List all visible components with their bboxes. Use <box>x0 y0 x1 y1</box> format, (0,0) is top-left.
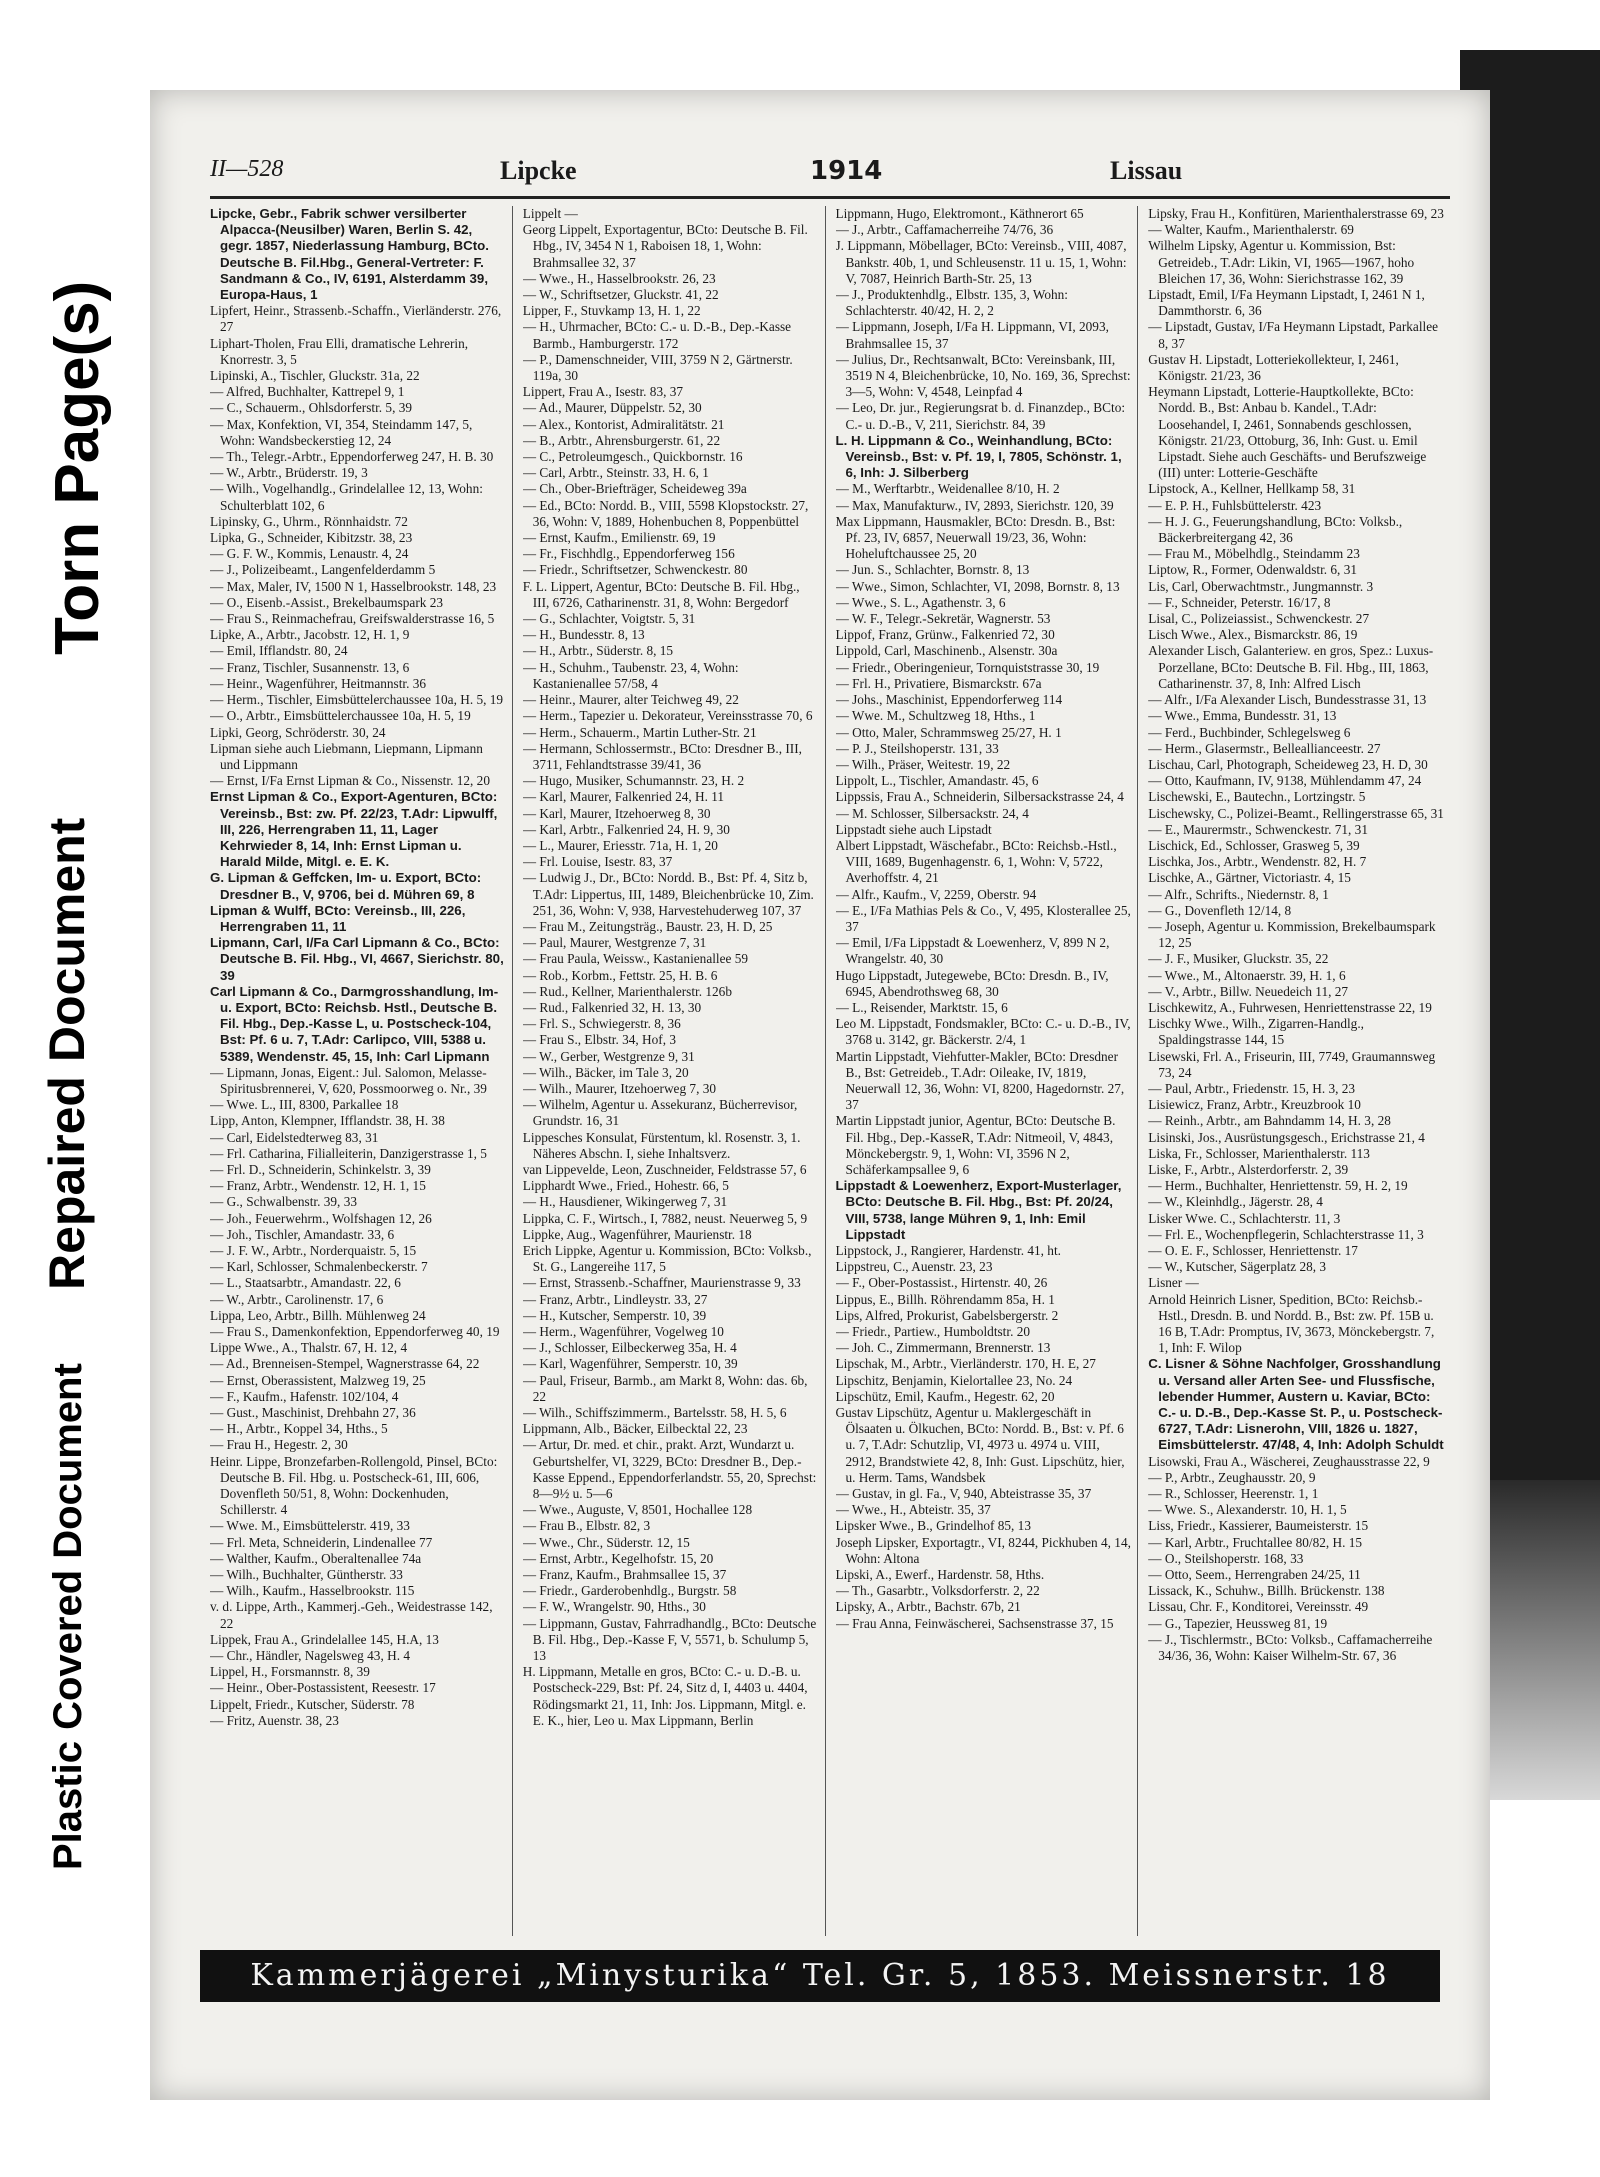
directory-entry: Gustav Lipschütz, Agentur u. Maklergeschäft in Ölsaaten u. Ölkuchen, BCto: Nordd. B., Bst: v. Pf. 6 u. 7, T.Adr: Schutzlip, VI, 4973 u. 4974 u. VIII, 2912, Brandstwiete 42, 8, Inh: Gust. Lipschütz, hier, u. Herm. Tams, Wandsbek <box>835 1405 1125 1485</box>
directory-entry: — Ed., BCto: Nordd. B., VIII, 5598 Klopstockstr. 27, 36, Wohn: V, 1889, Hohenbuchen 8, Poppenbüttel <box>522 497 809 529</box>
directory-entry: — Carl, Eidelstedterweg 83, 31 <box>210 1129 379 1145</box>
directory-entry: — Alfred, Buchhalter, Kattrepel 9, 1 <box>210 384 405 400</box>
directory-entry: — H., Bundesstr. 8, 13 <box>522 627 645 643</box>
directory-entry: — Wwe. L., III, 8300, Parkallee 18 <box>210 1097 399 1113</box>
directory-entry: Liptow, R., Former, Odenwaldstr. 6, 31 <box>1148 562 1358 578</box>
directory-entry: — Paul, Friseur, Barmb., am Markt 8, Wohn: das. 6b, 22 <box>522 1372 808 1404</box>
directory-entry: — Joseph, Agentur u. Kommission, Brekelbaumspark 12, 25 <box>1148 918 1436 951</box>
directory-entry: — Reinh., Arbtr., am Bahndamm 14, H. 3, 28 <box>1148 1113 1391 1129</box>
directory-entry: Lissau, Chr. F., Konditorei, Vereinsstr. 49 <box>1148 1599 1369 1615</box>
directory-entry: — F., Ober-Postassist., Hirtenstr. 40, 26 <box>835 1275 1048 1291</box>
directory-entry: Wilhelm Lipsky, Agentur u. Kommission, Bst: Getreideb., T.Adr: Likin, VI, 1965—1967, hoho Bleichen 17, 36, Wohn: Sierichstrasse 162, 39 <box>1148 238 1415 286</box>
directory-entry: Carl Lipmann & Co., Darmgrosshandlung, Im- u. Export, BCto: Reichsb. Hstl., Deutsche B. Fil. Hbg., Dep.-Kasse L, u. Postscheck-104, Bst: Pf. 6 u. 7, T.Adr: Carlipco, VIII, 5388 u. 5389, Wendenstr. 45, 15, Inh: Carl Lipmann <box>210 983 499 1064</box>
directory-entry: — Friedr., Oberingenieur, Tornquiststrasse 30, 19 <box>835 659 1100 675</box>
directory-entry: Lipsker Wwe., B., Grindelhof 85, 13 <box>835 1518 1031 1534</box>
directory-entry: — Franz, Tischler, Susannenstr. 13, 6 <box>210 659 410 675</box>
header-right-word: Lissau <box>1110 156 1183 185</box>
directory-entry: — Wilh., Bäcker, im Tale 3, 20 <box>522 1064 689 1080</box>
side-label-repaired: Repaired Document <box>39 817 95 1290</box>
directory-entry: — R., Schlosser, Heerenstr. 1, 1 <box>1148 1486 1319 1502</box>
directory-entry: — Karl, Schlosser, Schmalenbeckerstr. 7 <box>210 1259 428 1275</box>
directory-entry: — Wilh., Kaufm., Hasselbrookstr. 115 <box>210 1583 415 1599</box>
directory-entry: — O., Eisenb.-Assist., Brekelbaumspark 23 <box>210 594 444 610</box>
directory-entry: — Frau Anna, Feinwäscherei, Sachsenstrasse 37, 15 <box>835 1615 1114 1631</box>
directory-entry: — Heinr., Maurer, alter Teichweg 49, 22 <box>522 692 739 708</box>
directory-entry: J. Lippmann, Möbellager, BCto: Vereinsb., VIII, 4087, Bankstr. 40b, 1, und Schleusenstr. 11 u. 15, 1, Wohn: V, 7087, Heinrich Barth-Str. 25, 13 <box>835 238 1127 286</box>
directory-entry: Lippus, E., Billh. Röhrendamm 85a, H. 1 <box>835 1291 1055 1307</box>
directory-entry: — W., Kutscher, Sägerplatz 28, 3 <box>1148 1259 1327 1275</box>
directory-entry: Lippesches Konsulat, Fürstentum, kl. Rosenstr. 3, 1. Näheres Abschn. I, siehe Inhaltsverz. <box>522 1129 801 1161</box>
directory-entry: — Franz, Arbtr., Lindleystr. 33, 27 <box>522 1291 708 1307</box>
directory-entry: — M., Werftarbtr., Weidenallee 8/10, H. 2 <box>835 481 1060 497</box>
directory-entry: Lisowski, Frau A., Wäscherei, Zeughausstrasse 22, 9 <box>1148 1453 1430 1469</box>
directory-entry: — L., Maurer, Eriesstr. 71a, H. 1, 20 <box>522 837 718 853</box>
directory-entry: — J. F., Musiker, Gluckstr. 35, 22 <box>1148 951 1329 967</box>
directory-entry: — W. F., Telegr.-Sekretär, Wagnerstr. 53 <box>835 611 1051 627</box>
directory-entry: Liphart-Tholen, Frau Elli, dramatische Lehrerin, Knorrestr. 3, 5 <box>210 335 469 367</box>
directory-entry: — H., Schuhm., Taubenstr. 23, 4, Wohn: Kastanienallee 57/58, 4 <box>522 659 739 691</box>
directory-entry: — Wilh., Maurer, Itzehoerweg 7, 30 <box>522 1080 717 1096</box>
directory-entry: — Rud., Falkenried 32, H. 13, 30 <box>522 999 702 1015</box>
directory-entry: Lipfert, Heinr., Strassenb.-Schaffn., Vierländerstr. 276, 27 <box>210 303 502 335</box>
directory-entry: — J., Arbtr., Caffamacherreihe 74/76, 36 <box>835 222 1054 238</box>
directory-entry: — Friedr., Garderobenhdlg., Burgstr. 58 <box>522 1583 737 1599</box>
directory-entry: Lipka, G., Schneider, Kibitzstr. 38, 23 <box>210 530 413 546</box>
directory-entry: — Chr., Händler, Nagelsweg 43, H. 4 <box>210 1648 410 1664</box>
directory-entry: — H., Arbtr., Koppel 34, Hths., 5 <box>210 1421 388 1437</box>
directory-entry: — Leo, Dr. jur., Regierungsrat b. d. Finanzdep., BCto: C.- u. D.-B., V, 211, Sierichstr. 84, 39 <box>835 400 1126 432</box>
directory-entry: — O. E. F., Schlosser, Henriettenstr. 17 <box>1148 1243 1358 1258</box>
directory-entry: — O., Steilshoperstr. 168, 33 <box>1148 1550 1304 1566</box>
directory-entry: Lippof, Franz, Grünw., Falkenried 72, 30 <box>835 627 1055 643</box>
directory-entry: — Otto, Maler, Schrammsweg 25/27, H. 1 <box>835 724 1062 740</box>
directory-entry: Lipphardt Wwe., Fried., Hohestr. 66, 5 <box>522 1178 729 1194</box>
directory-entry: Georg Lippelt, Exportagentur, BCto: Deutsche B. Fil. Hbg., IV, 3454 N 1, Raboisen 18, 1, Wohn: Brahmsallee 32, 37 <box>522 222 808 270</box>
directory-entry: — Max, Maler, IV, 1500 N 1, Hasselbrookstr. 148, 23 <box>210 578 497 594</box>
directory-entry: Lippa, Leo, Arbtr., Billh. Mühlenweg 24 <box>210 1307 426 1323</box>
directory-entry: — L., Reisender, Marktstr. 15, 6 <box>835 999 1008 1015</box>
directory-entry: Liss, Friedr., Kassierer, Baumeisterstr. 15 <box>1148 1518 1369 1534</box>
directory-entry: Lippe Wwe., A., Thalstr. 67, H. 12, 4 <box>210 1340 408 1356</box>
directory-entry: — Herm., Schauerm., Martin Luther-Str. 21 <box>522 724 757 740</box>
directory-entry: — W., Gerber, Westgrenze 9, 31 <box>522 1048 695 1064</box>
directory-entry: Lipschütz, Emil, Kaufm., Hegestr. 62, 20 <box>835 1388 1055 1404</box>
directory-entry: Lisinski, Jos., Ausrüstungsgesch., Erichstrasse 21, 4 <box>1148 1129 1425 1145</box>
directory-entry: — Julius, Dr., Rechtsanwalt, BCto: Vereinsbank, III, 3519 N 4, Bleichenbrücke, 10, No. 169, 36, Sprechst: 3—5, Wohn: V, 4548, Leinpfad 4 <box>835 351 1131 400</box>
directory-entry: Lissack, K., Schuhw., Billh. Brückenstr. 138 <box>1148 1583 1385 1599</box>
directory-entry: — Karl, Arbtr., Falkenried 24, H. 9, 30 <box>522 821 730 837</box>
directory-entry: — Wilh., Vogelhandlg., Grindelallee 12, 13, Wohn: Schulterblatt 102, 6 <box>210 481 483 513</box>
directory-entry: — C., Petroleumgesch., Quickbornstr. 16 <box>522 449 743 465</box>
directory-entry: — Ernst, Oberassistent, Malzweg 19, 25 <box>210 1372 426 1388</box>
directory-entry: Ernst Lipman & Co., Export-Agenturen, BCto: Vereinsb., Bst: zw. Pf. 22/23, T.Adr: Lipwulff, III, 226, Herrengraben 11, 11, Lager Kehrwieder 8, 14, Inh: Ernst Lipman u. Harald Milde, Mitgl. e. E. K. <box>210 789 498 870</box>
directory-entry: — Frau Paula, Weissw., Kastanienallee 59 <box>522 951 749 967</box>
directory-entry: Lipper, F., Stuvkamp 13, H. 1, 22 <box>522 303 701 319</box>
directory-entry: Liska, Fr., Schlosser, Marienthalerstr. 113 <box>1148 1145 1370 1161</box>
directory-entry: Lischewski, E., Bautechn., Lortzingstr. 5 <box>1148 789 1366 805</box>
directory-entry: Lippelt, Friedr., Kutscher, Süderstr. 78 <box>210 1696 415 1712</box>
directory-entry: Lipman & Wulff, BCto: Vereinsb., III, 226, Herrengraben 11, 11 <box>210 902 466 934</box>
directory-entry: — Johs., Maschinist, Eppendorferweg 114 <box>835 692 1063 708</box>
directory-entry: — Otto, Kaufmann, IV, 9138, Mühlendamm 47, 24 <box>1148 773 1422 789</box>
directory-entry: Albert Lippstadt, Wäschefabr., BCto: Reichsb.-Hstl., VIII, 1689, Bugenhagenstr. 6, 1, Wohn: V, 5722, Averhoffstr. 4, 21 <box>835 837 1117 886</box>
scanner-background-lower <box>1480 1480 1600 1800</box>
directory-entry: Lippel, H., Forsmannstr. 8, 39 <box>210 1664 370 1680</box>
directory-entry: — Wwe., H., Hasselbrookstr. 26, 23 <box>522 270 716 286</box>
directory-entry: Erich Lippke, Agentur u. Kommission, BCto: Volksb., St. G., Langereihe 117, 5 <box>522 1243 812 1275</box>
directory-entry: — B., Arbtr., Ahrensburgerstr. 61, 22 <box>522 432 721 448</box>
directory-entry: Lis, Carl, Oberwachtmstr., Jungmannstr. 3 <box>1148 578 1374 594</box>
directory-entry: Lisiewicz, Franz, Arbtr., Kreuzbrook 10 <box>1148 1097 1361 1113</box>
directory-entry: Lippert, Frau A., Isestr. 83, 37 <box>522 384 684 400</box>
directory-entry: — E., I/Fa Mathias Pels & Co., V, 495, Klosterallee 25, 37 <box>835 902 1131 934</box>
directory-entry: — Ad., Maurer, Düppelstr. 52, 30 <box>522 400 702 416</box>
directory-entry: Lipsky, Frau H., Konfitüren, Marienthalerstrasse 69, 23 <box>1148 206 1444 221</box>
column-1 <box>210 206 513 1936</box>
directory-entry: — H., Uhrmacher, BCto: C.- u. D.-B., Dep.-Kasse Barmb., Hamburgerstr. 172 <box>522 319 792 351</box>
directory-entry: — Fritz, Auenstr. 38, 23 <box>210 1712 339 1728</box>
directory-entry: — H. J. G., Feuerungshandlung, BCto: Volksb., Bäckerbreitergang 42, 36 <box>1148 513 1403 546</box>
directory-entry: — Alex., Kontorist, Admiralitätstr. 21 <box>522 416 725 432</box>
directory-entry: — Lippmann, Joseph, I/Fa H. Lippmann, VI, 2093, Brahmsallee 15, 37 <box>835 319 1109 351</box>
column-3 <box>836 206 1139 1936</box>
directory-entry: — Ch., Ober-Briefträger, Scheideweg 39a <box>522 481 747 497</box>
directory-entry: — Jun. S., Schlachter, Bornstr. 8, 13 <box>835 562 1030 578</box>
directory-entry: — Karl, Wagenführer, Semperstr. 10, 39 <box>522 1356 738 1372</box>
directory-entry: — Joh., Tischler, Amandastr. 33, 6 <box>210 1226 395 1242</box>
directory-entry: — Lippmann, Gustav, Fahrradhandlg., BCto: Deutsche B. Fil. Hbg., Dep.-Kasse F, V, 5571, b. Schulump 5, 13 <box>522 1615 817 1664</box>
directory-entry: Joseph Lipsker, Exportagtr., VI, 8244, Pickhuben 4, 14, Wohn: Altona <box>835 1534 1131 1566</box>
directory-entry: — Rud., Kellner, Marienthalerstr. 126b <box>522 983 732 999</box>
directory-entry: — Emil, I/Fa Lippstadt & Loewenherz, V, 899 N 2, Wrangelstr. 40, 30 <box>835 935 1110 967</box>
directory-entry: — E., Maurermstr., Schwenckestr. 71, 31 <box>1148 821 1368 837</box>
directory-entry: Lischewsky, C., Polizei-Beamt., Rellingerstrasse 65, 31 <box>1148 805 1444 821</box>
directory-entry: — Fr., Fischhdlg., Eppendorferweg 156 <box>522 546 735 562</box>
directory-entry: — Frl. Meta, Schneiderin, Lindenallee 77 <box>210 1534 433 1550</box>
directory-entry: — Rob., Korbm., Fettstr. 25, H. B. 6 <box>522 967 718 983</box>
directory-entry: — Herm., Buchhalter, Henriettenstr. 59, H. 2, 19 <box>1148 1178 1408 1194</box>
directory-entry: — E. P. H., Fuhlsbüttelerstr. 423 <box>1148 497 1322 513</box>
directory-entry: — Carl, Arbtr., Steinstr. 33, H. 6, 1 <box>522 465 709 481</box>
directory-entry: Liske, F., Arbtr., Alsterdorferstr. 2, 39 <box>1148 1161 1349 1177</box>
directory-entry: — W., Arbtr., Brüderstr. 19, 3 <box>210 465 368 481</box>
directory-entry: — Herm., Wagenführer, Vogelweg 10 <box>522 1324 724 1340</box>
page-number: II—528 <box>210 156 284 182</box>
directory-entry: — L., Staatsarbtr., Amandastr. 22, 6 <box>210 1275 401 1291</box>
directory-entry: Lippolt, L., Tischler, Amandastr. 45, 6 <box>835 773 1039 789</box>
directory-entry: — Frl. H., Privatiere, Bismarckstr. 67a <box>835 675 1042 691</box>
side-label-torn: Torn Page(s) <box>43 280 112 655</box>
directory-entry: Martin Lippstadt, Viehfutter-Makler, BCto: Dresdner B., Bst: Getreideb., T.Adr: Oileake, IV, 1819, Neuerwall 12, 36, Wohn: VI, 8200, Hagedornstr. 27, 37 <box>835 1048 1125 1113</box>
directory-entry: Martin Lippstadt junior, Agentur, BCto: Deutsche B. Fil. Hbg., Dep.-KasseR, T.Adr: Nitmeoil, V, 4843, Mönckebergstr. 9, 1, Wohn: VI, 3596 N 2, Schäferkampsallee 9, 6 <box>835 1113 1116 1177</box>
directory-entry: — Joh. C., Zimmermann, Brennerstr. 13 <box>835 1340 1051 1356</box>
directory-entry: — Frau H., Hegestr. 2, 30 <box>210 1437 348 1453</box>
directory-entry: — Frau M., Zeitungsträg., Baustr. 23, H. D, 25 <box>522 918 773 934</box>
directory-entry: — Frau S., Damenkonfektion, Eppendorferweg 40, 19 <box>210 1324 500 1340</box>
directory-entry: Lipcke, Gebr., Fabrik schwer versilberter Alpacca-(Neusilber) Waren, Berlin S. 42, gegr. 1857, Niederlassung Hamburg, BCto. Deutsche B. Fil.Hbg., General-Vertreter: F. Sandmann & Co., IV, 6191, Alsterdamm 39, Europa-Haus, 1 <box>210 206 489 303</box>
directory-entry: — Frl. E., Wochenpflegerin, Schlachterstrasse 11, 3 <box>1148 1226 1424 1242</box>
directory-entry: — Herm., Glasermstr., Belleallianceestr. 27 <box>1148 740 1381 756</box>
directory-entry: Lischkewitz, A., Fuhrwesen, Henriettenstrasse 22, 19 <box>1148 999 1432 1015</box>
directory-entry: — G., Dovenfleth 12/14, 8 <box>1148 902 1292 918</box>
directory-entry: Lipski, A., Ewerf., Hardenstr. 58, Hths. <box>835 1567 1045 1583</box>
directory-page <box>150 90 1490 2100</box>
directory-entry: — Max, Konfektion, VI, 354, Steindamm 147, 5, Wohn: Wandsbeckerstieg 12, 24 <box>210 416 473 448</box>
directory-entry: — Otto, Seem., Herrengraben 24/25, 11 <box>1148 1567 1361 1583</box>
directory-entry: Lippstreu, C., Auenstr. 23, 23 <box>835 1259 993 1275</box>
directory-entry: — Artur, Dr. med. et chir., prakt. Arzt, Wundarzt u. Geburtshelfer, VI, 3229, BCto: Dresdner B., Dep.-Kasse Eppend., Eppendorferlandstr. 55, 20, Sprechst: 8—9½ u. 5—6 <box>522 1437 817 1502</box>
directory-entry: — Alfr., Kaufm., V, 2259, Oberstr. 94 <box>835 886 1037 902</box>
directory-entry: Heinr. Lippe, Bronzefarben-Rollengold, Pinsel, BCto: Deutsche B. Fil. Hbg. u. Postscheck-61, III, 606, Dovenfleth 50/51, 8, Wohn: Dockenhuden, Schillerstr. 4 <box>210 1453 498 1518</box>
directory-entry: Heymann Lipstadt, Lotterie-Hauptkollekte, BCto: Nordd. B., Bst: Anbau b. Kandel., T.Adr: Loosehandel, I, 2461, Sonnabends geschlossen, Königstr. 21/23, Ottoburg, 36, Inh: Gust. u. Emil Lipstadt. Siehe auch Geschäfts- und Berufszweige (III) unter: Lotterie-Geschäfte <box>1148 384 1427 481</box>
page-header <box>210 150 1450 199</box>
directory-entry: Lippstadt & Loewenherz, Export-Musterlager, BCto: Deutsche B. Fil. Hbg., Bst: Pf. 20/24, VIII, 5738, lange Mühren 9, 1, Inh: Emil Lippstadt <box>835 1178 1122 1242</box>
directory-entry: Lippstadt siehe auch Lipstadt <box>835 821 992 837</box>
header-left-word: Lipcke <box>500 156 577 185</box>
directory-entry: — Ludwig J., Dr., BCto: Nordd. B., Bst: Pf. 4, Sitz b, T.Adr: Lippertus, III, 1489, Bleichenbrücke 10, Zim. 251, 36, Wohn: V, 938, Harvestehuderweg 107, 37 <box>522 870 814 918</box>
directory-entry: Lippka, C. F., Wirtsch., I, 7882, neust. Neuerweg 5, 9 <box>522 1210 808 1226</box>
directory-entry: Lippmann, Alb., Bäcker, Eilbecktal 22, 23 <box>522 1421 748 1437</box>
directory-entry: — Heinr., Ober-Postassistent, Reesestr. 17 <box>210 1680 436 1696</box>
directory-entry: Lippstock, J., Rangierer, Hardenstr. 41, ht. <box>835 1243 1061 1258</box>
directory-entry: Lischka, Jos., Arbtr., Wendenstr. 82, H. 7 <box>1148 854 1367 870</box>
directory-entry: — Franz, Arbtr., Wendenstr. 12, H. 1, 15 <box>210 1178 426 1194</box>
directory-entry: Lisner — <box>1148 1275 1199 1291</box>
directory-entry: — Paul, Arbtr., Friedenstr. 15, H. 3, 23 <box>1148 1080 1356 1096</box>
directory-entry: — J., Schlosser, Eilbeckerweg 35a, H. 4 <box>522 1340 737 1356</box>
directory-entry: — Paul, Maurer, Westgrenze 7, 31 <box>522 935 707 951</box>
directory-entry: — Frau M., Möbelhdlg., Steindamm 23 <box>1148 546 1360 562</box>
directory-entry: Gustav H. Lipstadt, Lotteriekollekteur, I, 2461, Königstr. 21/23, 36 <box>1148 351 1399 384</box>
directory-entry: — P., Arbtr., Zeughausstr. 20, 9 <box>1148 1469 1316 1485</box>
directory-entry: — Hermann, Schlossermstr., BCto: Dresdner B., III, 3711, Fehlandtstrasse 39/41, 36 <box>522 740 802 772</box>
directory-entry: Lischau, Carl, Photograph, Scheideweg 23, H. D, 30 <box>1148 756 1428 772</box>
directory-entry: — Gustav, in gl. Fa., V, 940, Abteistrasse 35, 37 <box>835 1486 1092 1502</box>
directory-entry: — W., Kleinhdlg., Jägerstr. 28, 4 <box>1148 1194 1323 1210</box>
directory-entry: — Wwe. M., Schultzweg 18, Hths., 1 <box>835 708 1036 724</box>
directory-entry: Lipman siehe auch Liebmann, Liepmann, Lipmann und Lippmann <box>210 740 483 772</box>
directory-entry: — Karl, Arbtr., Fruchtallee 80/82, H. 15 <box>1148 1534 1363 1550</box>
directory-entry: — Walther, Kaufm., Oberaltenallee 74a <box>210 1550 422 1566</box>
directory-entry: — Frl. D., Schneiderin, Schinkelstr. 3, 39 <box>210 1161 431 1177</box>
directory-entry: — Lipmann, Jonas, Eigent.: Jul. Salomon, Melasse-Spiritusbrennerei, V, 620, Possmoorweg o. Nr., 39 <box>210 1064 487 1096</box>
directory-entry: Lippold, Carl, Maschinenb., Alsenstr. 30a <box>835 643 1058 659</box>
directory-entry: — Herm., Tapezier u. Dekorateur, Vereinsstrasse 70, 6 <box>522 708 813 724</box>
directory-entry: — Gust., Maschinist, Drehbahn 27, 36 <box>210 1405 416 1421</box>
directory-entry: — Walter, Kaufm., Marienthalerstr. 69 <box>1148 222 1354 238</box>
directory-entry: F. L. Lippert, Agentur, BCto: Deutsche B. Fil. Hbg., III, 6726, Catharinenstr. 31, 8, Wohn: Bergedorf <box>522 578 800 610</box>
directory-entry: — G., Schwalbenstr. 39, 33 <box>210 1194 357 1210</box>
directory-entry: — Herm., Tischler, Eimsbüttelerchaussee 10a, H. 5, 19 <box>210 692 504 708</box>
directory-entry: — Ferd., Buchbinder, Schlegelsweg 6 <box>1148 724 1351 740</box>
directory-entry: — J., Tischlermstr., BCto: Volksb., Caffamacherreihe 34/36, 36, Wohn: Kaiser Wilhelm-Str. 67, 36 <box>1148 1631 1433 1664</box>
directory-entry: — Frl. Catharina, Filialleiterin, Danzigerstrasse 1, 5 <box>210 1145 487 1161</box>
directory-entry: Lischky Wwe., Wilh., Zigarren-Handlg., Spaldingstrasse 144, 15 <box>1148 1016 1364 1048</box>
directory-entry: Lipstock, A., Kellner, Hellkamp 58, 31 <box>1148 481 1356 497</box>
directory-entry: Lisch Wwe., Alex., Bismarckstr. 86, 19 <box>1148 627 1358 643</box>
directory-entry: Hugo Lippstadt, Jutegewebe, BCto: Dresdn. B., IV, 6945, Abendrothsweg 68, 30 <box>835 967 1109 999</box>
directory-entry: Lipmann, Carl, I/Fa Carl Lipmann & Co., BCto: Deutsche B. Fil. Hbg., VI, 4667, Sierichstr. 80, 39 <box>210 935 504 983</box>
directory-entry: — Frl. S., Schwiegerstr. 8, 36 <box>522 1016 681 1032</box>
directory-entry: — Ernst, I/Fa Ernst Lipman & Co., Nissenstr. 12, 20 <box>210 773 490 789</box>
directory-entry: — G., Schlachter, Voigtstr. 5, 31 <box>522 611 696 627</box>
directory-entry: G. Lipman & Geffcken, Im- u. Export, BCto: Dresdner B., V, 9706, bei d. Mühren 69, 8 <box>210 870 482 902</box>
directory-entry: Lipp, Anton, Klempner, Ifflandstr. 38, H. 38 <box>210 1113 445 1129</box>
directory-entry: van Lippevelde, Leon, Zuschneider, Feldstrasse 57, 6 <box>522 1161 807 1177</box>
directory-entry: Lipki, Georg, Schröderstr. 30, 24 <box>210 724 386 740</box>
directory-entry: — H., Hausdiener, Wikingerweg 7, 31 <box>522 1194 728 1210</box>
directory-entry: Max Lippmann, Hausmakler, BCto: Dresdn. B., Bst: Pf. 23, IV, 6857, Neuerwall 19/23, 36, Wohn: Hoheluftchaussee 25, 20 <box>835 513 1116 562</box>
column-4 <box>1148 206 1450 1936</box>
directory-entry: — Wwe. M., Eimsbüttelerstr. 419, 33 <box>210 1518 410 1534</box>
directory-entry: — J. F. W., Arbtr., Norderquaistr. 5, 15 <box>210 1243 417 1258</box>
column-2 <box>523 206 826 1936</box>
entry-columns <box>210 206 1450 1936</box>
directory-entry: — Ernst, Strassenb.-Schaffner, Maurienstrasse 9, 33 <box>522 1275 801 1291</box>
directory-entry: Lipschitz, Benjamin, Kielortallee 23, No. 24 <box>835 1372 1073 1388</box>
directory-entry: — Wwe., Emma, Bundesstr. 31, 13 <box>1148 708 1337 724</box>
directory-entry: Lippssis, Frau A., Schneiderin, Silbersackstrasse 24, 4 <box>835 789 1124 805</box>
directory-entry: — M. Schlosser, Silbersackstr. 24, 4 <box>835 805 1029 821</box>
directory-entry: — Th., Gasarbtr., Volksdorferstr. 2, 22 <box>835 1583 1040 1599</box>
directory-entry: Lischick, Ed., Schlosser, Grasweg 5, 39 <box>1148 837 1360 853</box>
directory-entry: Lisal, C., Polizeiassist., Schwenckestr. 27 <box>1148 611 1370 627</box>
directory-entry: — Wilh., Schiffszimmerm., Bartelsstr. 58, H. 5, 6 <box>522 1405 787 1421</box>
directory-entry: — Frl. Louise, Isestr. 83, 37 <box>522 854 673 870</box>
directory-entry: — Wilhelm, Agentur u. Assekuranz, Bücherrevisor, Grundstr. 16, 31 <box>522 1097 798 1129</box>
directory-entry: Lippek, Frau A., Grindelallee 145, H.A, 13 <box>210 1631 439 1647</box>
directory-entry: — Frau B., Elbstr. 82, 3 <box>522 1518 651 1534</box>
side-label-plastic: Plastic Covered Document <box>46 1363 90 1870</box>
directory-entry: L. H. Lippmann & Co., Weinhandlung, BCto: Vereinsb., Bst: v. Pf. 19, I, 7805, Schönstr. 1, 6, Inh: J. Silberberg <box>835 432 1122 481</box>
directory-entry: — Ernst, Kaufm., Emilienstr. 69, 19 <box>522 530 716 546</box>
directory-entry: — Wwe., S. L., Agathenstr. 3, 6 <box>835 594 1006 610</box>
directory-entry: — P., Damenschneider, VIII, 3759 N 2, Gärtnerstr. 119a, 30 <box>522 351 793 384</box>
directory-entry: — G., Tapezier, Heussweg 81, 19 <box>1148 1615 1328 1631</box>
directory-entry: Lippke, Aug., Wagenführer, Maurienstr. 18 <box>522 1226 752 1242</box>
directory-entry: — C., Schauerm., Ohlsdorferstr. 5, 39 <box>210 400 413 416</box>
directory-entry: — G. F. W., Kommis, Lenaustr. 4, 24 <box>210 546 409 562</box>
directory-entry: Lipsky, A., Arbtr., Bachstr. 67b, 21 <box>835 1599 1021 1615</box>
header-year: 1914 <box>810 156 883 186</box>
directory-entry: Leo M. Lippstadt, Fondsmakler, BCto: C.- u. D.-B., IV, 3768 u. 3142, gr. Bäckerstr. 2/4, 1 <box>835 1016 1131 1048</box>
directory-entry: Lipschak, M., Arbtr., Vierländerstr. 170, H. E, 27 <box>835 1356 1096 1372</box>
directory-entry: Lipinsky, G., Uhrm., Rönnhaidstr. 72 <box>210 513 408 529</box>
directory-entry: — Max, Manufakturw., IV, 2893, Sierichstr. 120, 39 <box>835 497 1114 513</box>
directory-entry: — Th., Telegr.-Arbtr., Eppendorferweg 247, H. B. 30 <box>210 449 494 465</box>
directory-entry: Lischke, A., Gärtner, Victoriastr. 4, 15 <box>1148 870 1351 886</box>
directory-entry: — Alfr., I/Fa Alexander Lisch, Bundesstrasse 31, 13 <box>1148 692 1427 708</box>
directory-entry: — Frau S., Elbstr. 34, Hof, 3 <box>522 1032 677 1048</box>
directory-entry: — F., Schneider, Peterstr. 16/17, 8 <box>1148 594 1331 610</box>
directory-entry: Lippelt — <box>522 206 578 221</box>
directory-entry: — Joh., Feuerwehrm., Wolfshagen 12, 26 <box>210 1210 432 1226</box>
directory-entry: — Lipstadt, Gustav, I/Fa Heymann Lipstadt, Parkallee 8, 37 <box>1148 319 1439 351</box>
directory-entry: Arnold Heinrich Lisner, Spedition, BCto: Reichsb.-Hstl., Dresdn. B. und Nordd. B., Bst: zw. Pf. 15B u. 16 B, T.Adr: Promptus, IV, 3673, Mönckebergstr. 7, 1, Inh: F. Wilop <box>1148 1291 1435 1356</box>
directory-entry: — Ernst, Arbtr., Kegelhofstr. 15, 20 <box>522 1550 714 1566</box>
directory-entry: — Karl, Maurer, Itzehoerweg 8, 30 <box>522 805 711 821</box>
directory-entry: — Wwe., Auguste, V, 8501, Hochallee 128 <box>522 1502 753 1518</box>
directory-entry: H. Lippmann, Metalle en gros, BCto: C.- u. D.-B. u. Postscheck-229, Bst: Pf. 24, Sitz d, I, 4403 u. 4404, Rödingsmarkt 21, 11, Inh: Jos. Lippmann, Mitgl. e. E. K., hier, Leo u. Max Lippmann, Berlin <box>522 1664 808 1728</box>
directory-entry: — F., Kaufm., Hafenstr. 102/104, 4 <box>210 1388 399 1404</box>
directory-entry: — Karl, Maurer, Falkenried 24, H. 11 <box>522 789 725 805</box>
directory-entry: — Franz, Kaufm., Brahmsallee 15, 37 <box>522 1567 727 1583</box>
directory-entry: — Ad., Brenneisen-Stempel, Wagnerstrasse 64, 22 <box>210 1356 480 1372</box>
directory-entry: v. d. Lippe, Arth., Kammerj.-Geh., Weidestrasse 142, 22 <box>210 1599 493 1631</box>
directory-entry: — Heinr., Wagenführer, Heitmannstr. 36 <box>210 675 427 691</box>
directory-entry: — H., Arbtr., Süderstr. 8, 15 <box>522 643 674 659</box>
advertisement-banner: Kammerjägerei „Minysturika“ Tel. Gr. 5, 1853. Meissnerstr. 18 <box>200 1950 1440 2002</box>
directory-entry: — Wwe. S., Alexanderstr. 10, H. 1, 5 <box>1148 1502 1347 1518</box>
directory-entry: — Wilh., Buchhalter, Güntherstr. 33 <box>210 1567 403 1583</box>
directory-entry: — Friedr., Partiew., Humboldtstr. 20 <box>835 1324 1031 1340</box>
directory-entry: — J., Polizeibeamt., Langenfelderdamm 5 <box>210 562 436 578</box>
directory-entry: — Frau S., Reinmachefrau, Greifswalderstrasse 16, 5 <box>210 611 495 627</box>
directory-entry: Lips, Alfred, Prokurist, Gabelsbergerstr. 2 <box>835 1307 1059 1323</box>
directory-entry: — Alfr., Schrifts., Niedernstr. 8, 1 <box>1148 886 1329 902</box>
directory-entry: — V., Arbtr., Billw. Neuedeich 11, 27 <box>1148 983 1349 999</box>
directory-entry: — W., Schriftsetzer, Gluckstr. 41, 22 <box>522 287 719 303</box>
directory-entry: Lisker Wwe. C., Schlachterstr. 11, 3 <box>1148 1210 1341 1226</box>
directory-entry: — H., Kutscher, Semperstr. 10, 39 <box>522 1307 707 1323</box>
directory-entry: — P. J., Steilshoperstr. 131, 33 <box>835 740 999 756</box>
directory-entry: — Friedr., Schriftsetzer, Schwenckestr. 80 <box>522 562 748 578</box>
directory-entry: — Wwe., Simon, Schlachter, VI, 2098, Bornstr. 8, 13 <box>835 578 1120 594</box>
page-content <box>210 150 1450 2070</box>
directory-entry: Alexander Lisch, Galanteriew. en gros, Spez.: Luxus-Porzellane, BCto: Deutsche B. Fil. Hbg., III, 1863, Catharinenstr. 37, 8, Inh: Alfred Lisch <box>1148 643 1434 691</box>
directory-entry: — Wwe., Chr., Süderstr. 12, 15 <box>522 1534 690 1550</box>
directory-entry: — Emil, Ifflandstr. 80, 24 <box>210 643 348 659</box>
directory-entry: Lipinski, A., Tischler, Gluckstr. 31a, 22 <box>210 368 420 384</box>
directory-entry: Lipke, A., Arbtr., Jacobstr. 12, H. 1, 9 <box>210 627 410 643</box>
directory-entry: — W., Arbtr., Carolinenstr. 17, 6 <box>210 1291 384 1307</box>
directory-entry: — F. W., Wrangelstr. 90, Hths., 30 <box>522 1599 706 1615</box>
directory-entry: — Hugo, Musiker, Schumannstr. 23, H. 2 <box>522 773 745 789</box>
directory-entry: — J., Produktenhdlg., Elbstr. 135, 3, Wohn: Schlachterstr. 40/42, H. 2, 2 <box>835 287 1068 319</box>
directory-entry: C. Lisner & Söhne Nachfolger, Grosshandlung u. Versand aller Arten See- und Flussfische, lebender Hummer, Austern u. Kaviar, BCto: C.- u. D.-B., Dep.-Kasse St. P., u. Postscheck-6727, T.Adr: Lisnerohn, VIII, 1826 u. 1827, Eimsbüttelerstr. 47/48, 4, Inh: Adolph Schuldt <box>1148 1356 1444 1453</box>
directory-entry: — O., Arbtr., Eimsbüttelerchaussee 10a, H. 5, 19 <box>210 708 471 724</box>
directory-entry: — Wilh., Präser, Weitestr. 19, 22 <box>835 756 1011 772</box>
directory-entry: Lisewski, Frl. A., Friseurin, III, 7749, Graumannsweg 73, 24 <box>1148 1048 1436 1080</box>
directory-entry: — Wwe., M., Altonaerstr. 39, H. 1, 6 <box>1148 967 1346 983</box>
directory-entry: — Wwe., H., Abteistr. 35, 37 <box>835 1502 991 1518</box>
directory-entry: Lippmann, Hugo, Elektromont., Käthnerort 65 <box>835 206 1084 221</box>
directory-entry: Lipstadt, Emil, I/Fa Heymann Lipstadt, I, 2461 N 1, Dammthorstr. 6, 36 <box>1148 287 1425 319</box>
